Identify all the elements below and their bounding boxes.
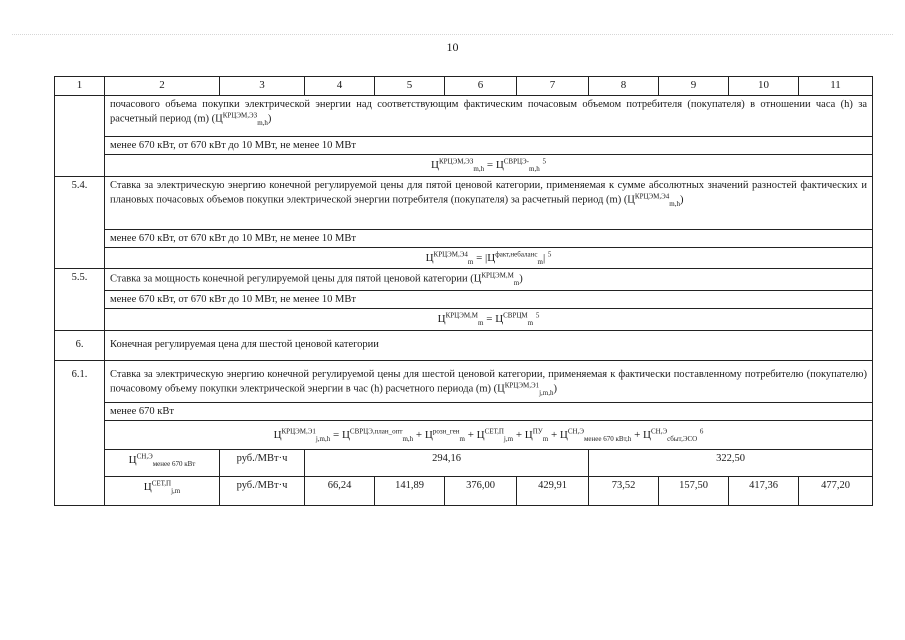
row-description: Ставка за электрическую энергию конечной регулируемой цены для шестой ценовой категории, применяемая к фактически поставленному потребителю (покупателю) почасовому объему покупки электрической энергии в час (h) расчетного периода (m) $(Ц^{КРЦЭМ,Э1}_{j,m,h})$ xyxy=(105,360,873,402)
unit-cell: руб./МВт·ч xyxy=(220,450,305,477)
table-row xyxy=(55,269,873,291)
table-row xyxy=(55,402,873,420)
table-row xyxy=(55,155,873,177)
table-row xyxy=(55,450,873,477)
symbol-cell: $Ц^{СН,Э}_{менее 670 кВт}$ xyxy=(105,450,220,477)
table-row xyxy=(55,229,873,247)
row-description: Ставка за мощность конечной регулируемой цены для пятой ценовой категории $(Ц^{КРЦЭМ,М}_m)$ xyxy=(105,269,873,291)
header-row xyxy=(55,77,873,96)
col-header: 10 xyxy=(729,77,799,96)
value-cell: 66,24 xyxy=(305,477,375,506)
row-number: 6.1. xyxy=(55,360,105,506)
value-cell: 417,36 xyxy=(729,477,799,506)
col-header: 7 xyxy=(517,77,589,96)
value-cell: 157,50 xyxy=(659,477,729,506)
table-row xyxy=(55,360,873,402)
value-cell: 322,50 xyxy=(589,450,873,477)
col-header: 6 xyxy=(445,77,517,96)
tariff-table xyxy=(54,76,873,506)
footnote-ref: 5 xyxy=(542,157,546,166)
footnote-ref: 6 xyxy=(699,426,704,435)
formula-cell: $Ц^{КРЦЭМ,М}_m = Ц^{СВРЦМ}_m$ $^5$ xyxy=(105,309,873,331)
table-row xyxy=(55,309,873,331)
col-header: 8 xyxy=(589,77,659,96)
footnote-ref: 5 xyxy=(535,311,540,320)
value-cell: 73,52 xyxy=(589,477,659,506)
col-header: 4 xyxy=(305,77,375,96)
row-description: Ставка за электрическую энергию конечной регулируемой цены для пятой ценовой категории, применяемая к сумме абсолютных значений разностей фактических и плановых почасовых объемов покупки электрической энергии потребителя (покупателя) за расчетный период (m) $(Ц^{КРЦЭМ,Э4}_{m,h})$ xyxy=(105,176,873,229)
value-cell: 477,20 xyxy=(799,477,873,506)
row-number: 5.4. xyxy=(55,176,105,269)
table-row xyxy=(55,96,873,137)
condition-text: менее 670 кВт, от 670 кВт до 10 МВт, не менее 10 МВт xyxy=(105,291,873,309)
symbol-cell: $Ц^{СЕТ,П}_{j,m}$ xyxy=(105,477,220,506)
col-header: 5 xyxy=(375,77,445,96)
row-description: Конечная регулируемая цена для шестой ценовой категории xyxy=(105,330,873,360)
col-header: 2 xyxy=(105,77,220,96)
formula-cell: $Ц^{КРЦЭМ,ЭЗ}_{m,h} = Ц^{СВРЦЭ-}_{m,h}$ $^5$ xyxy=(105,155,873,177)
row-number-empty xyxy=(55,96,105,177)
table-row xyxy=(55,291,873,309)
value-cell: 429,91 xyxy=(517,477,589,506)
unit-cell: руб./МВт·ч xyxy=(220,477,305,506)
condition-text: менее 670 кВт xyxy=(105,402,873,420)
row-number: 5.5. xyxy=(55,269,105,330)
col-header: 9 xyxy=(659,77,729,96)
value-cell: 294,16 xyxy=(305,450,589,477)
row-description: почасового объема покупки электрической энергии над соответствующим фактическим почасовым объемом потребителя (покупателя) в отношении часа (h) за расчетный период (m) $(Ц^{КРЦЭМ,ЭЗ}_{m,h})$ xyxy=(105,96,873,137)
col-header: 1 xyxy=(55,77,105,96)
page-number: 10 xyxy=(446,40,459,54)
col-header: 3 xyxy=(220,77,305,96)
condition-text: менее 670 кВт, от 670 кВт до 10 МВт, не менее 10 МВт xyxy=(105,229,873,247)
footnote-ref: 5 xyxy=(547,249,552,258)
col-header: 11 xyxy=(799,77,873,96)
condition-text: менее 670 кВт, от 670 кВт до 10 МВт, не менее 10 МВт xyxy=(105,137,873,155)
table-row xyxy=(55,247,873,269)
table-row xyxy=(55,137,873,155)
table-row xyxy=(55,176,873,229)
row-number: 6. xyxy=(55,330,105,360)
formula-cell: $Ц^{КРЦЭМ,Э1}_{j,m,h} = Ц^{СВРЦЭ,план\_опт}_{m,h} + Ц^{розн\_ген}_m + Ц^{СЕТ,П}_{j,m} + Ц^{ПУ}_m + Ц^{СН,Э}_{менее 670 кВт,h} + Ц^{СН,Э}_{сбыт,ЭСО}$ $^6$ xyxy=(105,420,873,450)
formula-cell: $Ц^{КРЦЭМ,Э4}_m = |Ц^{факт,небаланс}_m|$ $^5$ xyxy=(105,247,873,269)
scan-noise xyxy=(12,34,893,39)
table-row xyxy=(55,420,873,450)
value-cell: 141,89 xyxy=(375,477,445,506)
value-cell: 376,00 xyxy=(445,477,517,506)
table-row xyxy=(55,477,873,506)
table-row xyxy=(55,330,873,360)
